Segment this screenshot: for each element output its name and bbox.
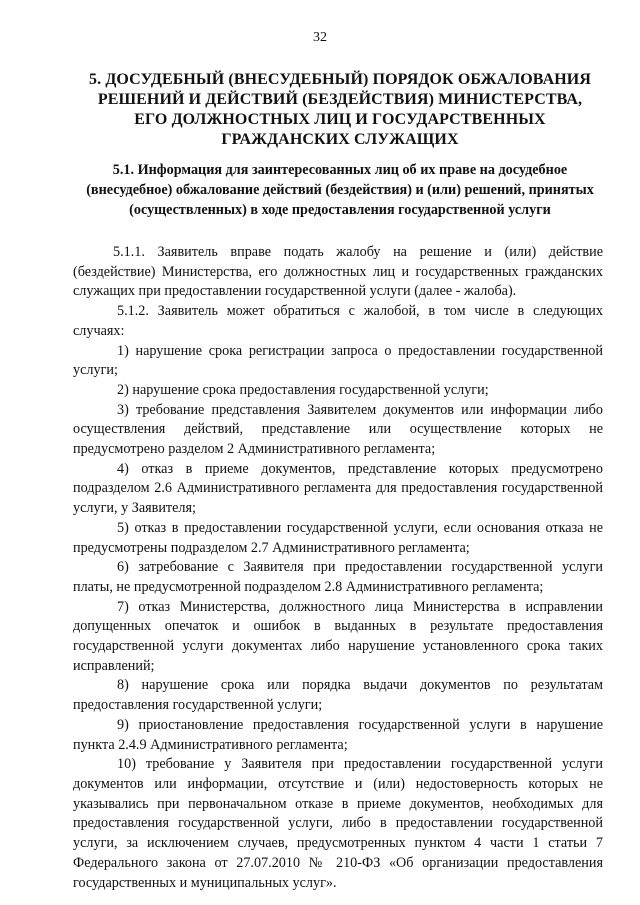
subsection-title: 5.1. Информация для заинтересованных лиц об их праве на досудебное (внесудебное) обжалование действий (бездействия) и (или) решений, принятых (осуществленных) в ходе предоставления государственной услуги	[86, 162, 594, 218]
list-item-8: 8) нарушение срока или порядка выдачи документов по результатам предоставления государственной услуги;	[73, 677, 603, 714]
list-item-3: 3) требование представления Заявителем документов или информации либо осуществления действий, представление или осуществление которых не предусмотрено разделом 2 Административного регламента;	[73, 401, 603, 458]
list-item-10: 10) требование у Заявителя при предоставлении государственной услуги документов или информации, отсутствие и (или) недостоверность которых не указывались при первоначальном отказе в приеме документов, необходимых для предоставления государственной услуги, либо в предоставлении государственной услуги, за исключением случаев, предусмотренных пунктом 4 части 1 статьи 7 Федерального закона от 27.07.2010 № 210-ФЗ «Об организации предоставления государственных и муниципальных услуг».	[73, 756, 603, 891]
list-item-5: 5) отказ в предоставлении государственной услуги, если основания отказа не предусмотрены подразделом 2.7 Административного регламента;	[73, 519, 603, 556]
list-item-7: 7) отказ Министерства, должностного лица Министерства в исправлении допущенных опечаток и ошибок в выданных в результате предоставления государственной услуги документах либо нарушение установленного срока таких исправлений;	[73, 598, 603, 674]
section-title: 5. ДОСУДЕБНЫЙ (ВНЕСУДЕБНЫЙ) ПОРЯДОК ОБЖАЛОВАНИЯ РЕШЕНИЙ И ДЕЙСТВИЙ (БЕЗДЕЙСТВИЯ) МИНИСТЕРСТВА, ЕГО ДОЛЖНОСТНЫХ ЛИЦ И ГОСУДАРСТВЕННЫХ ГРАЖДАНСКИХ СЛУЖАЩИХ	[89, 71, 591, 148]
paragraph-5-1-2: 5.1.2. Заявитель может обратиться с жалобой, в том числе в следующих случаях:	[73, 303, 603, 339]
paragraph-5-1-1: 5.1.1. Заявитель вправе подать жалобу на решение и (или) действие (бездействие) Министерства, его должностных лиц и государственных гражданских служащих при предоставлении государственной услуги (далее - жалоба).	[73, 244, 603, 300]
page-number: 32	[313, 30, 327, 45]
list-item-4: 4) отказ в приеме документов, представление которых предусмотрено подразделом 2.6 Административного регламента для предоставления государственной услуги, у Заявителя;	[73, 460, 603, 517]
list-item-2: 2) нарушение срока предоставления государственной услуги;	[117, 381, 489, 398]
list-item-1: 1) нарушение срока регистрации запроса о предоставлении государственной услуги;	[73, 342, 603, 379]
body-text	[73, 243, 603, 893]
list-item-6: 6) затребование с Заявителя при предоставлении государственной услуги платы, не предусмотренной подразделом 2.8 Административного регламента;	[73, 559, 603, 595]
list-item-9: 9) приостановление предоставления государственной услуги в нарушение пункта 2.4.9 Административного регламента;	[73, 716, 603, 753]
